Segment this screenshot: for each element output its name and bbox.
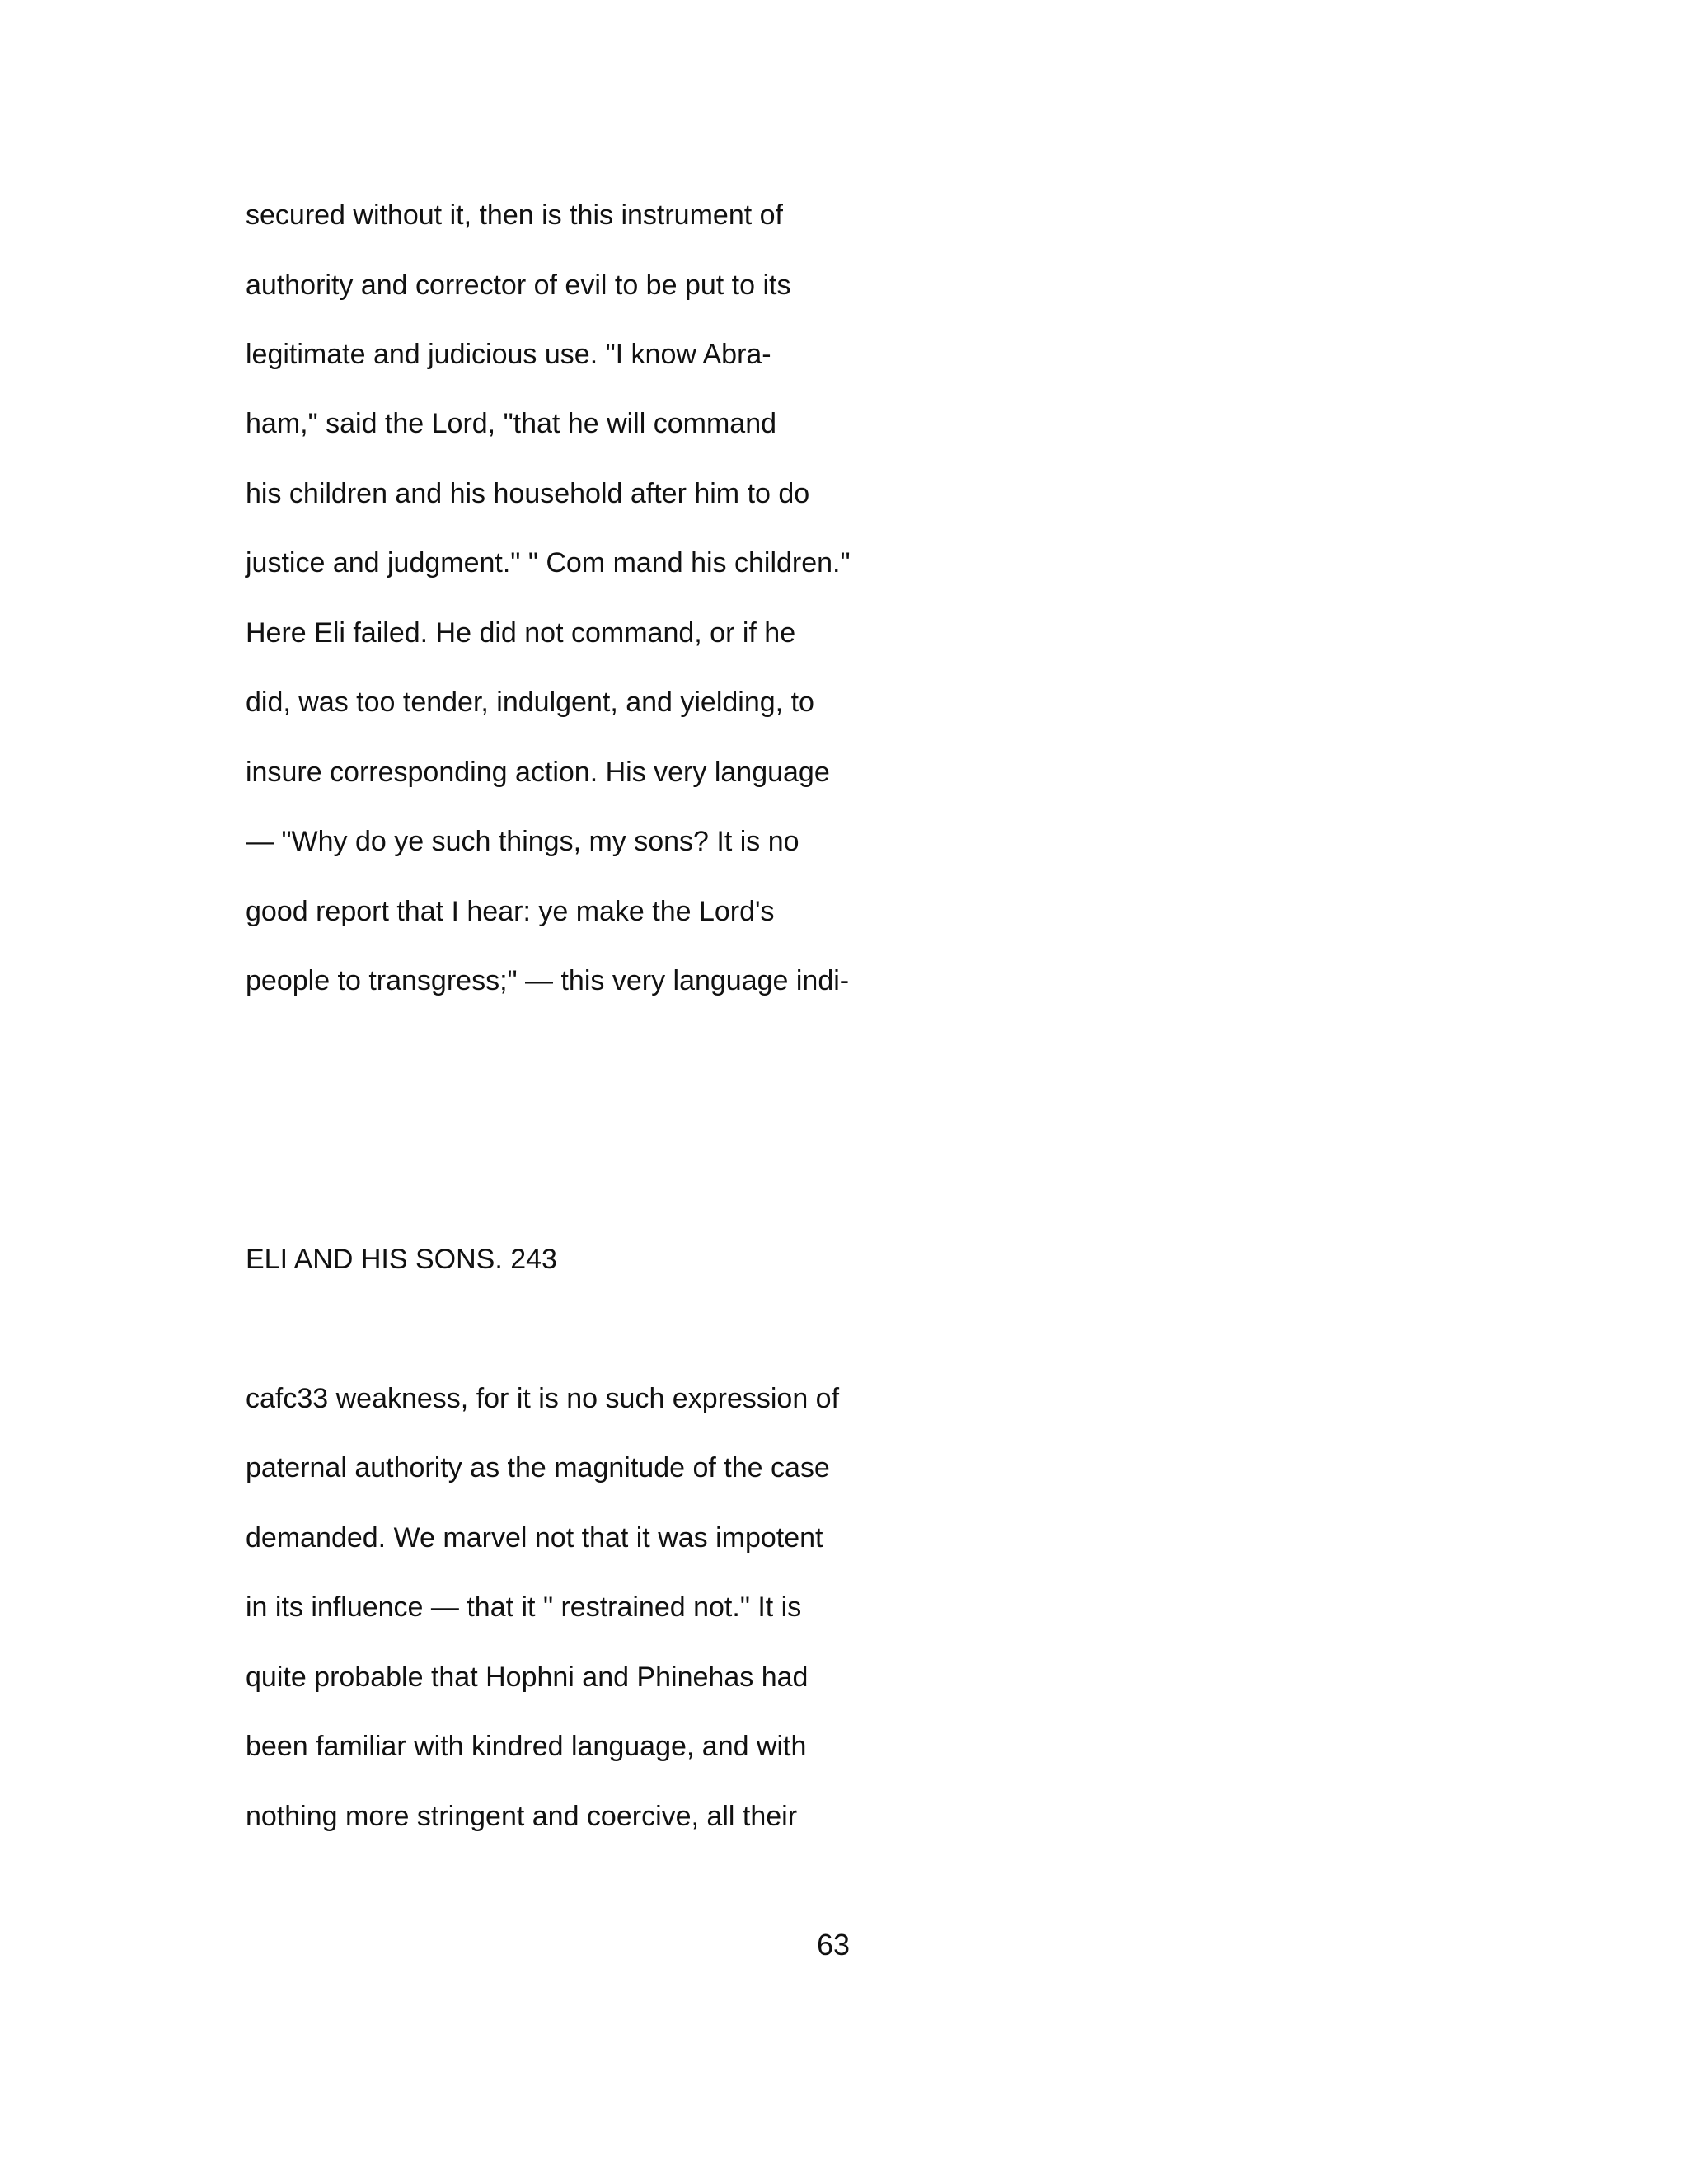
text-line: in its influence — that it " restrained not." It is	[246, 1591, 802, 1623]
text-line: — "Why do ye such things, my sons? It is no	[246, 826, 799, 857]
text-line: authority and corrector of evil to be put to its	[246, 269, 791, 301]
text-line: did, was too tender, indulgent, and yielding, to	[246, 687, 814, 718]
text-line: demanded. We marvel not that it was impotent	[246, 1522, 823, 1554]
running-header: ELI AND HIS SONS. 243	[246, 1244, 557, 1275]
text-line: ham," said the Lord, "that he will command	[246, 408, 777, 439]
text-line: justice and judgment." " Com mand his children."	[246, 547, 851, 579]
text-line: good report that I hear: ye make the Lord's	[246, 896, 775, 927]
text-line: been familiar with kindred language, and with	[246, 1731, 807, 1762]
text-line: quite probable that Hophni and Phinehas had	[246, 1661, 809, 1693]
text-line: Here Eli failed. He did not command, or if he	[246, 617, 796, 649]
text-line: secured without it, then is this instrument of	[246, 199, 783, 231]
text-line: nothing more stringent and coercive, all their	[246, 1801, 798, 1832]
text-line: insure corresponding action. His very language	[246, 757, 830, 788]
text-line: his children and his household after him to do	[246, 478, 810, 509]
text-line: legitimate and judicious use. "I know Abra-	[246, 339, 771, 370]
page-number: 63	[816, 1928, 851, 1961]
text-line: people to transgress;" — this very language indi-	[246, 965, 850, 996]
text-line: paternal authority as the magnitude of the case	[246, 1452, 830, 1483]
text-line: cafc33 weakness, for it is no such expression of	[246, 1383, 840, 1414]
